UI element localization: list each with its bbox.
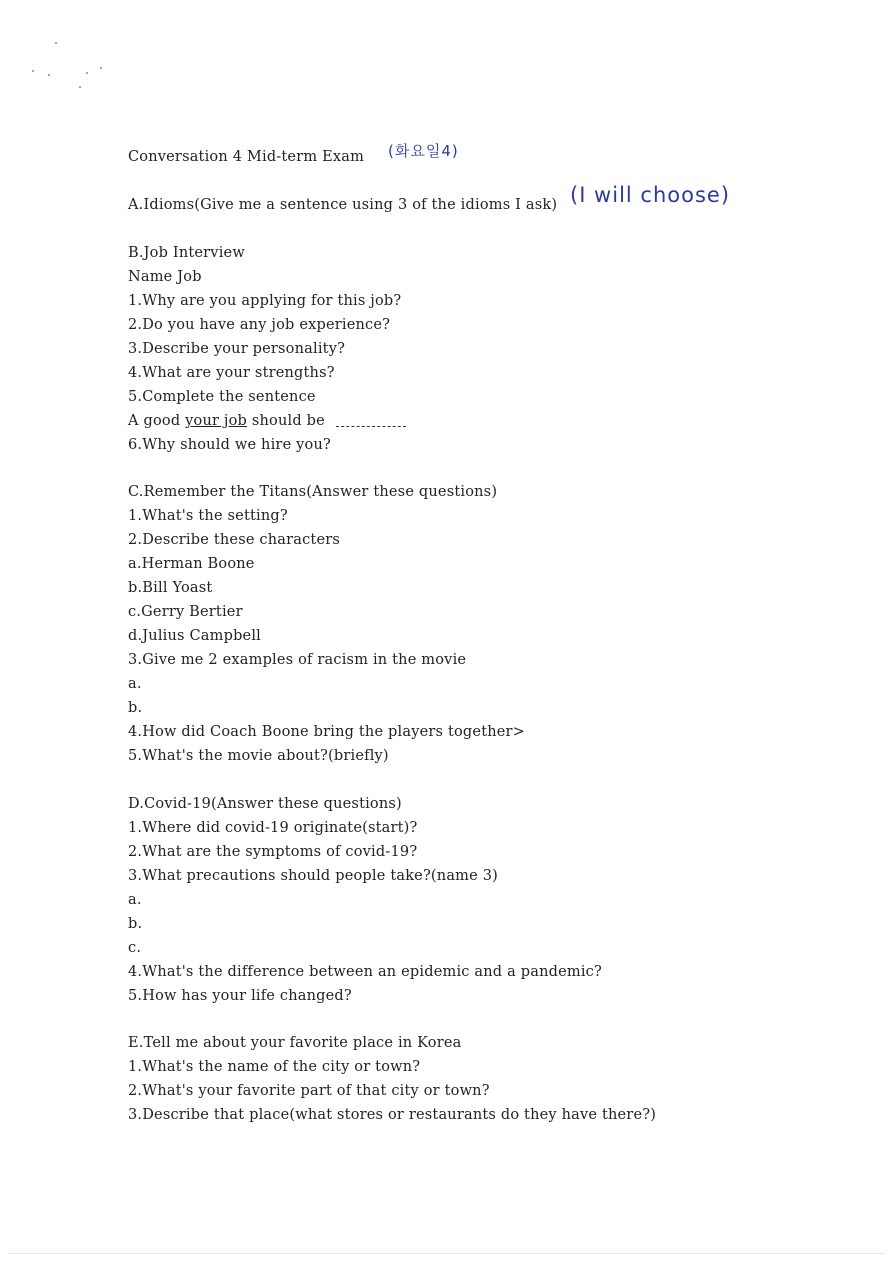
section-d-heading: D.Covid-19(Answer these questions) xyxy=(128,796,402,812)
question-b3: 3.Describe your personality? xyxy=(128,341,346,357)
section-e-heading: E.Tell me about your favorite place in Korea xyxy=(128,1035,462,1051)
question-e2: 2.What's your favorite part of that city or town? xyxy=(128,1083,490,1099)
handwritten-choose-note: (I will choose) xyxy=(570,183,731,207)
question-d5: 5.How has your life changed? xyxy=(128,988,352,1004)
complete-sentence xyxy=(128,412,406,430)
question-c3: 3.Give me 2 examples of racism in the movie xyxy=(128,652,467,668)
question-b5: 5.Complete the sentence xyxy=(128,389,316,405)
question-c2: 2.Describe these characters xyxy=(128,532,341,548)
question-e3: 3.Describe that place(what stores or restaurants do they have there?) xyxy=(128,1107,657,1123)
name-job-label: Name Job xyxy=(128,269,202,285)
sentence-end: should be xyxy=(251,413,325,429)
question-d1: 1.Where did covid-19 originate(start)? xyxy=(128,820,418,836)
character-d: d.Julius Campbell xyxy=(128,628,262,644)
section-b-heading: B.Job Interview xyxy=(128,245,245,261)
precaution-a: a. xyxy=(128,892,142,908)
precaution-b: b. xyxy=(128,916,143,932)
question-c4: 4.How did Coach Boone bring the players together> xyxy=(128,724,526,740)
question-d3: 3.What precautions should people take?(name 3) xyxy=(128,868,498,884)
question-b4: 4.What are your strengths? xyxy=(128,365,335,381)
sentence-underlined: your job xyxy=(185,413,248,429)
section-a-heading: A.Idioms(Give me a sentence using 3 of the idioms I ask) xyxy=(128,197,558,213)
exam-title: Conversation 4 Mid-term Exam xyxy=(128,149,365,165)
question-b6: 6.Why should we hire you? xyxy=(128,437,331,453)
handwritten-class-note: (화요일4) xyxy=(388,142,459,160)
scan-edge-line xyxy=(8,1253,885,1254)
example-a: a. xyxy=(128,676,142,692)
character-c: c.Gerry Bertier xyxy=(128,604,243,620)
question-b1: 1.Why are you applying for this job? xyxy=(128,293,402,309)
character-b: b.Bill Yoast xyxy=(128,580,213,596)
question-b2: 2.Do you have any job experience? xyxy=(128,317,391,333)
fill-in-blank xyxy=(336,416,406,427)
example-b: b. xyxy=(128,700,143,716)
question-e1: 1.What's the name of the city or town? xyxy=(128,1059,421,1075)
question-c5: 5.What's the movie about?(briefly) xyxy=(128,748,389,764)
question-d2: 2.What are the symptoms of covid-19? xyxy=(128,844,418,860)
sentence-start: A good xyxy=(128,413,181,429)
precaution-c: c. xyxy=(128,940,142,956)
question-c1: 1.What's the setting? xyxy=(128,508,288,524)
character-a: a.Herman Boone xyxy=(128,556,255,572)
question-d4: 4.What's the difference between an epidemic and a pandemic? xyxy=(128,964,602,980)
section-c-heading: C.Remember the Titans(Answer these questions) xyxy=(128,484,498,500)
